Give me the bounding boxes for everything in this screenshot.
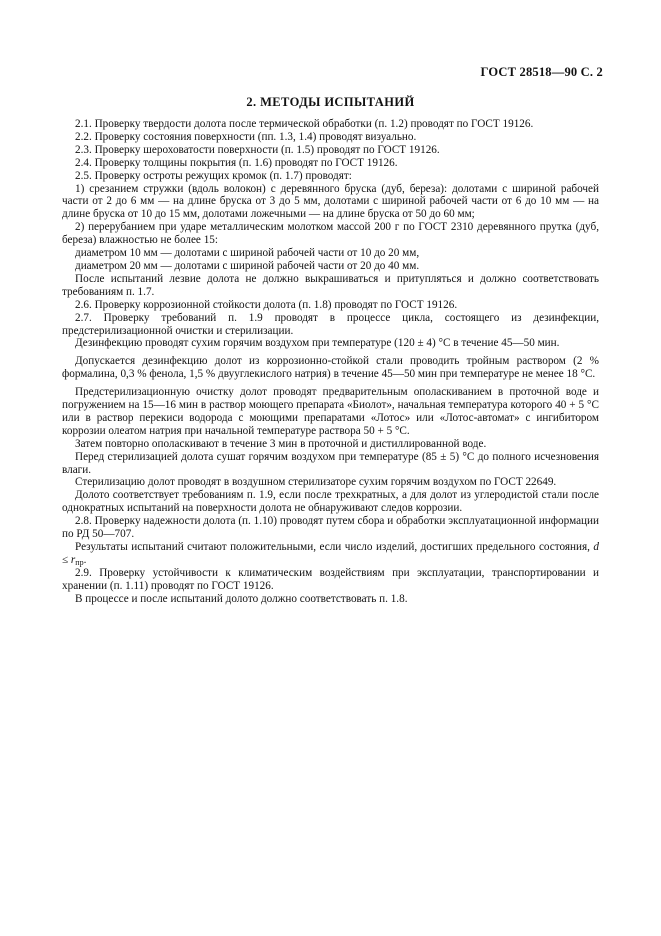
paragraph-2-9-after: В процессе и после испытаний долото должно соответствовать п. 1.8. xyxy=(75,592,408,605)
paragraph-2-7-drying: Перед стерилизацией долота сушат горячим воздухом при температуре (85 ± 5) °С до полного исчезновения влаги. xyxy=(62,450,599,476)
paragraph-2-7-solution: Допускается дезинфекцию долот из коррозионно-стойкой стали проводить тройным раствором (2 % формалина, 0,3 % фенола, 1,5 % двууглекислого натрия) в течение 45—50 мин при температуре не менее 18 °С. xyxy=(62,355,599,381)
paragraph-2-7-cleaning: Предстерилизационную очистку долот проводят предварительным ополаскиванием в проточной воде и погружением на 15—16 мин в раствор моющего препарата «Биолот», начальная температура которого 40 + 5 °С или в раствор перекиси водорода с моющими препаратами «Лотос» или «Лотос-автомат» с ингибитором коррозии олеатом натрия при начальной температуре раствора 50 + 5 °С. xyxy=(62,386,599,437)
paragraph-2-8: 2.8. Проверку надежности долота (п. 1.10) проводят путем сбора и обработки эксплуатационной информации по РД 50—707. xyxy=(62,515,599,541)
criteria-formula: d ≤ r xyxy=(62,541,600,566)
paragraph-2-5-item-1: 1) срезанием стружки (вдоль волокон) с деревянного бруска (дуб, береза): долотами с шириной рабочей части от 2 до 6 мм — на длине бруска от 3 до 5 мм, долотами с шириной рабочей части от 6 до 10 мм — на длине бруска от 10 до 15 мм, долотами ложечными — на длине бруска от 50 до 60 мм; xyxy=(62,182,599,221)
paragraph-2-7-rinse: Затем повторно ополаскивают в течение 3 мин в проточной и дистиллированной воде. xyxy=(75,437,487,450)
paragraph-2-4: 2.4. Проверку толщины покрытия (п. 1.6) проводят по ГОСТ 19126. xyxy=(75,156,398,169)
document-body xyxy=(62,118,599,606)
paragraph-2-5-item-2: 2) перерубанием при ударе металлическим молотком массой 200 г по ГОСТ 2310 деревянного прутка (дуб, береза) влажностью не более 15: xyxy=(62,221,599,247)
paragraph-2-5-item-2a: диаметром 10 мм — долотами с шириной рабочей части от 10 до 20 мм, xyxy=(75,247,420,260)
paragraph-2-5-item-2b: диаметром 20 мм — долотами с шириной рабочей части от 20 до 40 мм. xyxy=(75,259,420,272)
criteria-subscript: пр xyxy=(75,557,84,567)
paragraph-2-3: 2.3. Проверку шероховатости поверхности (п. 1.5) проводят по ГОСТ 19126. xyxy=(75,143,440,156)
paragraph-2-7-disinfection: Дезинфекцию проводят сухим горячим воздухом при температуре (120 ± 4) °С в течение 45—50 мин. xyxy=(75,337,560,350)
criteria-period: . xyxy=(83,553,87,566)
criteria-text: Результаты испытаний считают положительными, если число изделий, достигших предельного состояния, xyxy=(75,541,590,553)
paragraph-2-5-after: После испытаний лезвие долота не должно выкрашиваться и притупляться и должно соответствовать требованиям п. 1.7. xyxy=(62,272,599,298)
section-title: 2. МЕТОДЫ ИСПЫТАНИЙ xyxy=(246,95,415,109)
paragraph-2-6: 2.6. Проверку коррозионной стойкости долота (п. 1.8) проводят по ГОСТ 19126. xyxy=(75,298,458,311)
paragraph-2-2: 2.2. Проверку состояния поверхности (пп. 1.3, 1.4) проводят визуально. xyxy=(75,130,417,143)
paragraph-2-8-criteria xyxy=(62,541,599,567)
standard-header: ГОСТ 28518—90 С. 2 xyxy=(480,65,603,79)
paragraph-2-7-result: Долото соответствует требованиям п. 1.9, если после трехкратных, а для долот из углеродистой стали после однократных испытаний на поверхности долота не обнаруживают следов коррозии. xyxy=(62,489,599,515)
paragraph-2-5: 2.5. Проверку остроты режущих кромок (п. 1.7) проводят: xyxy=(75,169,352,182)
paragraph-2-9: 2.9. Проверку устойчивости к климатическим воздействиям при эксплуатации, транспортировании и хранении (п. 1.11) проводят по ГОСТ 19126. xyxy=(62,566,599,592)
paragraph-2-7-sterilization: Стерилизацию долот проводят в воздушном стерилизаторе сухим горячим воздухом по ГОСТ 22649. xyxy=(75,476,557,489)
paragraph-2-7: 2.7. Проверку требований п. 1.9 проводят в процессе цикла, состоящего из дезинфекции, предстерилизационной очистки и стерилизации. xyxy=(62,311,599,337)
paragraph-2-1: 2.1. Проверку твердости долота после термической обработки (п. 1.2) проводят по ГОСТ 19126. xyxy=(75,118,534,130)
